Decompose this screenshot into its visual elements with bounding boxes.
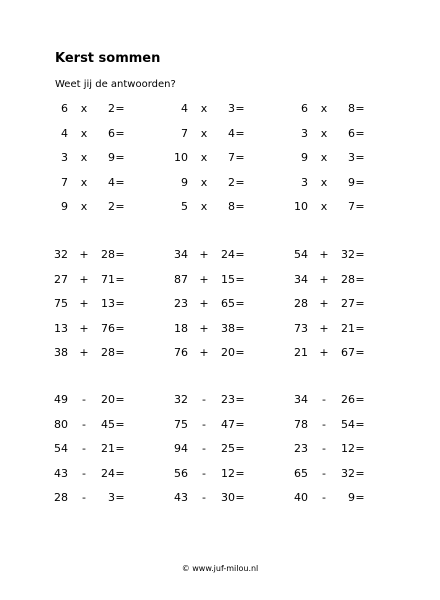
operator: + bbox=[199, 248, 209, 261]
operand-a: 73 bbox=[294, 321, 308, 335]
exercise-row bbox=[0, 322, 440, 347]
operand-a: 40 bbox=[294, 491, 308, 505]
operand-a: 34 bbox=[294, 272, 308, 286]
exercise-row bbox=[0, 102, 440, 127]
operator: x bbox=[200, 102, 208, 115]
operator: x bbox=[320, 175, 328, 189]
equals-sign: = bbox=[235, 297, 245, 311]
operand-b: 47 bbox=[221, 417, 235, 431]
operator: - bbox=[322, 442, 326, 456]
operator: x bbox=[320, 151, 328, 165]
operator: x bbox=[200, 200, 208, 214]
equals-sign: = bbox=[355, 272, 365, 286]
equals-sign: = bbox=[355, 297, 365, 311]
operand-b: 8 bbox=[348, 102, 355, 115]
operand-b: 65 bbox=[221, 297, 235, 311]
operand-b: 23 bbox=[221, 393, 235, 406]
operand-a: 32 bbox=[174, 393, 188, 406]
operand-b: 9 bbox=[348, 491, 355, 505]
operand-b: 28 bbox=[101, 248, 115, 261]
operator: - bbox=[202, 491, 206, 505]
operator: x bbox=[320, 200, 328, 214]
operand-b: 7 bbox=[228, 151, 235, 165]
operand-b: 21 bbox=[341, 321, 355, 335]
operator: - bbox=[322, 417, 326, 431]
operator: + bbox=[319, 346, 329, 360]
operator: - bbox=[322, 491, 326, 505]
equals-sign: = bbox=[115, 151, 125, 165]
operator: + bbox=[319, 321, 329, 335]
equals-sign: = bbox=[355, 346, 365, 360]
equals-sign: = bbox=[115, 126, 125, 140]
operator: - bbox=[202, 466, 206, 480]
operand-a: 80 bbox=[54, 417, 68, 431]
exercise-row bbox=[0, 248, 440, 273]
operator: x bbox=[80, 200, 88, 214]
equals-sign: = bbox=[235, 417, 245, 431]
equals-sign: = bbox=[355, 151, 365, 165]
operand-a: 28 bbox=[54, 491, 68, 505]
operator: - bbox=[82, 393, 86, 406]
operand-b: 12 bbox=[341, 442, 355, 456]
operand-b: 32 bbox=[341, 248, 355, 261]
operand-b: 28 bbox=[101, 346, 115, 360]
operand-b: 13 bbox=[101, 297, 115, 311]
operand-b: 20 bbox=[101, 393, 115, 406]
operator: + bbox=[319, 248, 329, 261]
operand-a: 7 bbox=[61, 175, 68, 189]
operator: - bbox=[322, 393, 326, 406]
operand-a: 4 bbox=[61, 126, 68, 140]
operator: + bbox=[199, 321, 209, 335]
operand-a: 56 bbox=[174, 466, 188, 480]
operand-b: 6 bbox=[108, 126, 115, 140]
equals-sign: = bbox=[235, 442, 245, 456]
equals-sign: = bbox=[115, 248, 125, 261]
operand-b: 45 bbox=[101, 417, 115, 431]
equals-sign: = bbox=[355, 466, 365, 480]
operator: - bbox=[82, 491, 86, 505]
operand-a: 10 bbox=[174, 151, 188, 165]
operand-a: 23 bbox=[174, 297, 188, 311]
operand-a: 3 bbox=[61, 151, 68, 165]
equals-sign: = bbox=[115, 491, 125, 505]
operator: + bbox=[199, 272, 209, 286]
operand-b: 3 bbox=[108, 491, 115, 505]
equals-sign: = bbox=[235, 272, 245, 286]
operand-a: 5 bbox=[181, 200, 188, 214]
operand-a: 54 bbox=[54, 442, 68, 456]
operand-b: 2 bbox=[228, 175, 235, 189]
operand-a: 28 bbox=[294, 297, 308, 311]
exercise-row bbox=[0, 176, 440, 201]
operator: x bbox=[80, 151, 88, 165]
instructions: Weet jij de antwoorden? bbox=[55, 79, 176, 90]
operand-a: 43 bbox=[174, 491, 188, 505]
operator: x bbox=[80, 102, 88, 115]
equals-sign: = bbox=[235, 175, 245, 189]
equals-sign: = bbox=[355, 126, 365, 140]
exercise-row bbox=[0, 297, 440, 322]
operator: + bbox=[79, 297, 89, 311]
exercise-row bbox=[0, 442, 440, 467]
operand-a: 65 bbox=[294, 466, 308, 480]
operand-b: 71 bbox=[101, 272, 115, 286]
operator: + bbox=[79, 321, 89, 335]
equals-sign: = bbox=[355, 200, 365, 214]
operand-a: 32 bbox=[54, 248, 68, 261]
operand-b: 67 bbox=[341, 346, 355, 360]
operand-a: 3 bbox=[301, 126, 308, 140]
operand-b: 26 bbox=[341, 393, 355, 406]
equals-sign: = bbox=[235, 151, 245, 165]
operand-a: 75 bbox=[54, 297, 68, 311]
operand-a: 6 bbox=[61, 102, 68, 115]
operand-b: 54 bbox=[341, 417, 355, 431]
operator: + bbox=[199, 346, 209, 360]
operand-b: 20 bbox=[221, 346, 235, 360]
operand-a: 75 bbox=[174, 417, 188, 431]
operator: x bbox=[320, 126, 328, 140]
equals-sign: = bbox=[355, 321, 365, 335]
operator: - bbox=[322, 466, 326, 480]
operator: - bbox=[202, 393, 206, 406]
exercise-row bbox=[0, 467, 440, 492]
operand-a: 9 bbox=[301, 151, 308, 165]
equals-sign: = bbox=[355, 175, 365, 189]
equals-sign: = bbox=[235, 102, 245, 115]
footer-credit: © www.juf-milou.nl bbox=[181, 564, 259, 573]
operand-a: 34 bbox=[294, 393, 308, 406]
equals-sign: = bbox=[355, 248, 365, 261]
exercise-row bbox=[0, 127, 440, 152]
operator: - bbox=[82, 442, 86, 456]
equals-sign: = bbox=[115, 175, 125, 189]
equals-sign: = bbox=[115, 442, 125, 456]
equals-sign: = bbox=[115, 272, 125, 286]
operand-a: 13 bbox=[54, 321, 68, 335]
operand-a: 3 bbox=[301, 175, 308, 189]
operand-a: 18 bbox=[174, 321, 188, 335]
operator: x bbox=[200, 126, 208, 140]
operand-b: 30 bbox=[221, 491, 235, 505]
operand-b: 4 bbox=[108, 175, 115, 189]
operand-b: 2 bbox=[108, 200, 115, 214]
equals-sign: = bbox=[355, 393, 365, 406]
equals-sign: = bbox=[235, 126, 245, 140]
operator: - bbox=[82, 417, 86, 431]
equals-sign: = bbox=[235, 248, 245, 261]
operator: - bbox=[82, 466, 86, 480]
operand-b: 9 bbox=[108, 151, 115, 165]
equals-sign: = bbox=[115, 102, 125, 115]
operand-a: 9 bbox=[181, 175, 188, 189]
operator: x bbox=[80, 126, 88, 140]
exercise-row bbox=[0, 346, 440, 371]
equals-sign: = bbox=[235, 200, 245, 214]
operator: + bbox=[79, 346, 89, 360]
operator: x bbox=[80, 175, 88, 189]
exercise-row bbox=[0, 491, 440, 516]
operator: + bbox=[79, 272, 89, 286]
operand-a: 27 bbox=[54, 272, 68, 286]
equals-sign: = bbox=[115, 417, 125, 431]
operand-b: 32 bbox=[341, 466, 355, 480]
operand-a: 4 bbox=[181, 102, 188, 115]
operand-a: 9 bbox=[61, 200, 68, 214]
operand-a: 49 bbox=[54, 393, 68, 406]
operator: - bbox=[202, 417, 206, 431]
operand-a: 21 bbox=[294, 346, 308, 360]
operand-a: 94 bbox=[174, 442, 188, 456]
exercise-row bbox=[0, 151, 440, 176]
equals-sign: = bbox=[235, 491, 245, 505]
operand-b: 3 bbox=[228, 102, 235, 115]
operand-a: 54 bbox=[294, 248, 308, 261]
operand-b: 27 bbox=[341, 297, 355, 311]
operator: + bbox=[199, 297, 209, 311]
operand-a: 34 bbox=[174, 248, 188, 261]
operator: - bbox=[202, 442, 206, 456]
equals-sign: = bbox=[115, 393, 125, 406]
operand-a: 6 bbox=[301, 102, 308, 115]
operand-b: 28 bbox=[341, 272, 355, 286]
exercise-row bbox=[0, 273, 440, 298]
operand-a: 87 bbox=[174, 272, 188, 286]
exercise-row bbox=[0, 418, 440, 443]
operand-b: 7 bbox=[348, 200, 355, 214]
equals-sign: = bbox=[355, 417, 365, 431]
operand-b: 24 bbox=[101, 466, 115, 480]
operand-a: 43 bbox=[54, 466, 68, 480]
operand-a: 76 bbox=[174, 346, 188, 360]
equals-sign: = bbox=[355, 442, 365, 456]
exercise-block-1 bbox=[0, 102, 440, 225]
equals-sign: = bbox=[355, 102, 365, 115]
operand-b: 76 bbox=[101, 321, 115, 335]
equals-sign: = bbox=[235, 346, 245, 360]
operand-b: 12 bbox=[221, 466, 235, 480]
operator: x bbox=[200, 151, 208, 165]
equals-sign: = bbox=[115, 466, 125, 480]
operator: x bbox=[200, 175, 208, 189]
operand-a: 7 bbox=[181, 126, 188, 140]
equals-sign: = bbox=[115, 297, 125, 311]
operand-a: 78 bbox=[294, 417, 308, 431]
exercise-row bbox=[0, 393, 440, 418]
equals-sign: = bbox=[115, 321, 125, 335]
operator: + bbox=[319, 297, 329, 311]
equals-sign: = bbox=[235, 466, 245, 480]
operand-b: 3 bbox=[348, 151, 355, 165]
operand-b: 25 bbox=[221, 442, 235, 456]
operand-a: 10 bbox=[294, 200, 308, 214]
exercise-row bbox=[0, 200, 440, 225]
operand-b: 8 bbox=[228, 200, 235, 214]
operand-b: 38 bbox=[221, 321, 235, 335]
operand-a: 23 bbox=[294, 442, 308, 456]
operand-b: 21 bbox=[101, 442, 115, 456]
exercise-block-2 bbox=[0, 248, 440, 371]
operand-b: 6 bbox=[348, 126, 355, 140]
operand-b: 24 bbox=[221, 248, 235, 261]
operand-b: 15 bbox=[221, 272, 235, 286]
page-title: Kerst sommen bbox=[55, 51, 161, 66]
equals-sign: = bbox=[115, 346, 125, 360]
exercise-block-3 bbox=[0, 393, 440, 516]
operand-b: 9 bbox=[348, 175, 355, 189]
operator: + bbox=[79, 248, 89, 261]
operand-a: 38 bbox=[54, 346, 68, 360]
equals-sign: = bbox=[235, 321, 245, 335]
equals-sign: = bbox=[115, 200, 125, 214]
operand-b: 2 bbox=[108, 102, 115, 115]
equals-sign: = bbox=[355, 491, 365, 505]
operator: + bbox=[319, 272, 329, 286]
equals-sign: = bbox=[235, 393, 245, 406]
operand-b: 4 bbox=[228, 126, 235, 140]
operator: x bbox=[320, 102, 328, 115]
